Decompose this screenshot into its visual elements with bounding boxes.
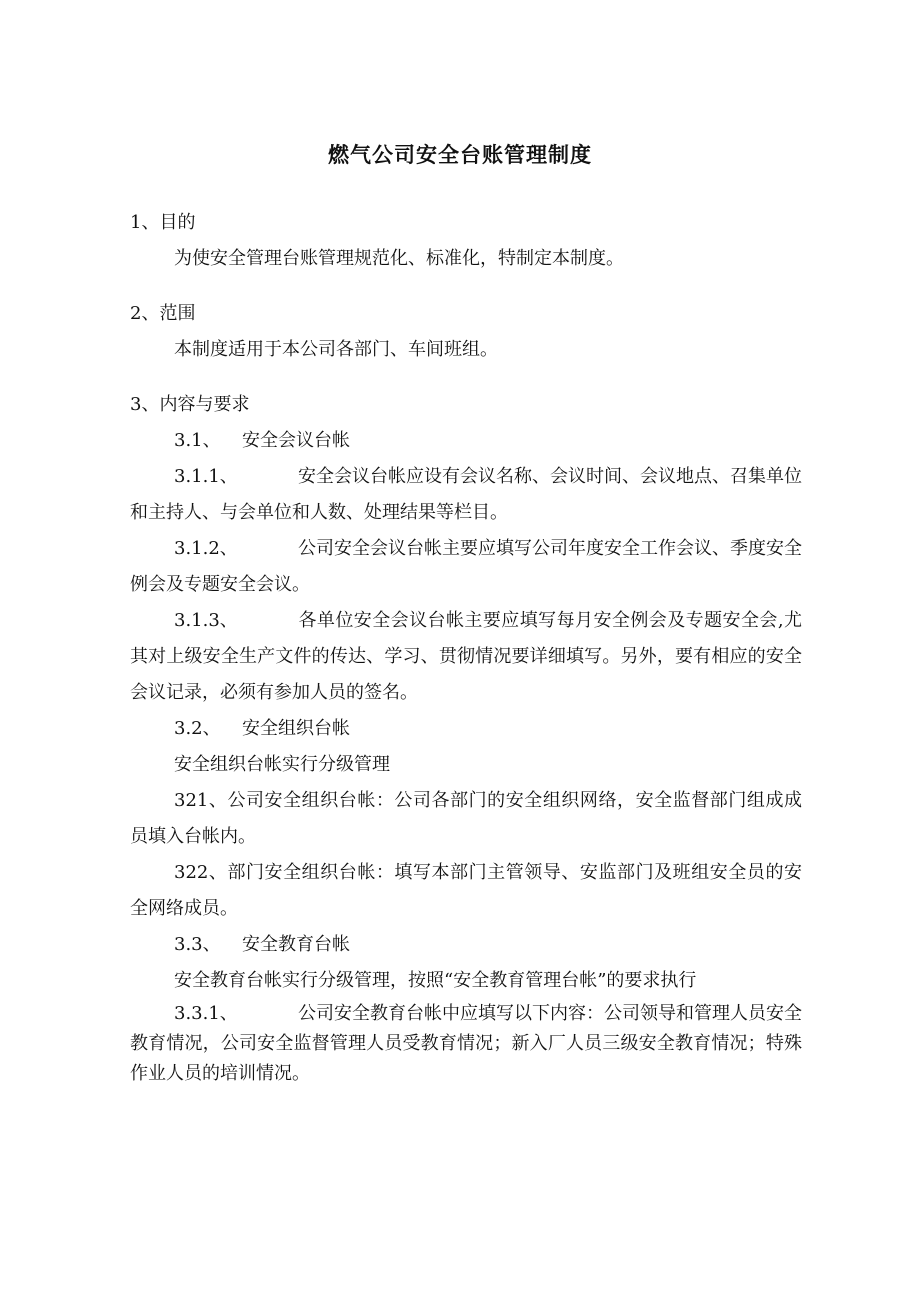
section-3-1-title: 安全会议台帐 <box>242 430 350 451</box>
section-3-3-title: 安全教育台帐 <box>242 934 350 955</box>
section-3-1-heading <box>130 423 802 459</box>
document-title: 燃气公司安全台账管理制度 <box>328 143 592 167</box>
section-3-2-text: 安全组织台帐实行分级管理 <box>174 754 390 775</box>
section-3-2-number: 3.2、 <box>174 718 221 739</box>
section-3-3-1-number: 3.3.1、 <box>174 1003 238 1024</box>
section-3-1-2-text: 公司安全会议台帐主要应填写公司年度安全工作会议、季度安全例会及专题安全会议。 <box>130 538 802 595</box>
section-3-3-1-text: 公司安全教育台帐中应填写以下内容：公司领导和管理人员安全教育情况，公司安全监督管理人员受教育情况；新入厂人员三级安全教育情况；特殊作业人员的培训情况。 <box>130 1003 802 1084</box>
section-3-1-2-paragraph <box>130 531 802 603</box>
section-3-3-1-paragraph <box>130 999 802 1089</box>
section-1-heading: 1、目的 <box>130 212 196 233</box>
section-3-1-3-number: 3.1.3、 <box>174 610 238 631</box>
section-2-heading: 2、范围 <box>130 303 196 324</box>
section-2-text: 本制度适用于本公司各部门、车间班组。 <box>174 339 498 360</box>
section-3-3-number: 3.3、 <box>174 934 221 955</box>
section-3-3-heading <box>130 927 802 963</box>
document-body <box>130 205 802 1089</box>
section-3-3-text: 安全教育台帐实行分级管理，按照“安全教育管理台帐”的要求执行 <box>174 970 697 991</box>
section-3-1-2-number: 3.1.2、 <box>174 538 238 559</box>
section-3-1-3-text: 各单位安全会议台帐主要应填写每月安全例会及专题安全会,尤其对上级安全生产文件的传达、学习、贯彻情况要详细填写。另外，要有相应的安全会议记录，必须有参加人员的签名。 <box>130 610 802 703</box>
section-3-2-title: 安全组织台帐 <box>242 718 350 739</box>
section-3-1-3-paragraph <box>130 603 802 711</box>
section-1-text: 为使安全管理台账管理规范化、标准化，特制定本制度。 <box>174 248 624 269</box>
section-3-2-heading <box>130 711 802 747</box>
section-3-heading: 3、内容与要求 <box>130 394 250 415</box>
section-3-1-number: 3.1、 <box>174 430 221 451</box>
section-3-1-1-text: 安全会议台帐应设有会议名称、会议时间、会议地点、召集单位和主持人、与会单位和人数、处理结果等栏目。 <box>130 466 802 523</box>
section-3-1-1-paragraph <box>130 459 802 531</box>
section-3-2-2-paragraph: 322、部门安全组织台帐：填写本部门主管领导、安监部门及班组安全员的安全网络成员。 <box>130 862 802 919</box>
section-3-1-1-number: 3.1.1、 <box>174 466 238 487</box>
section-3-2-1-paragraph: 321、公司安全组织台帐：公司各部门的安全组织网络，安全监督部门组成成员填入台帐内。 <box>130 790 802 847</box>
